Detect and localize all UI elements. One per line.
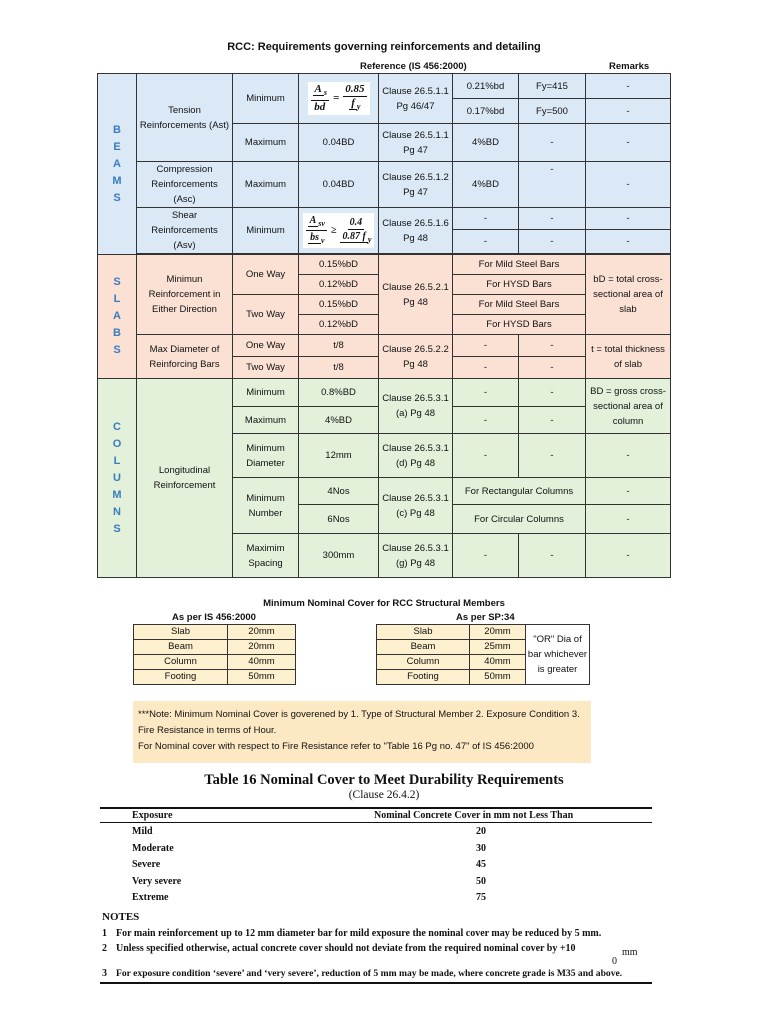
slab-clause-1: Clause 26.5.2.1 Pg 48 (379, 255, 453, 335)
column-max-spacing-label: Maximim Spacing (233, 534, 299, 578)
slab-dia-1: t/8 (299, 335, 379, 357)
column-remark-4: - (586, 478, 671, 505)
slab-x1: - (453, 335, 519, 357)
sp34-note: "OR" Dia of bar whichever is greater (526, 625, 590, 685)
slab-dia-one-way: One Way (233, 335, 299, 357)
tension-max-x: - (519, 124, 586, 162)
shear-a2: - (453, 230, 519, 254)
slab-min-reinforcement: Minimun Reinforcement in Either Direction (137, 255, 233, 335)
column-min-value: 0.8%BD (299, 379, 379, 407)
cover-member: Column (377, 655, 470, 670)
table16-exposure: Very severe (132, 876, 182, 887)
tension-value-1: 0.21%bd (453, 74, 519, 99)
slab-y1: - (519, 335, 586, 357)
tension-max-remark: - (586, 124, 671, 162)
column-remark-6: - (586, 534, 671, 578)
table16-cover-header: Nominal Concrete Cover in mm not Less Than (374, 810, 574, 821)
table16-cover: 20 (476, 826, 486, 837)
cover-member: Beam (134, 640, 228, 655)
slab-dia-2: t/8 (299, 357, 379, 379)
cover-value: 50mm (228, 670, 296, 685)
column-num-1: 4Nos (299, 478, 379, 505)
table16-exposure-header: Exposure (132, 810, 173, 821)
tension-remark-2: - (586, 99, 671, 124)
beams-label: B E A M S (98, 74, 137, 255)
slab-bar-4: For HYSD Bars (453, 315, 586, 335)
compression-max-label: Maximum (233, 162, 299, 208)
column-b2: - (519, 407, 586, 434)
slab-two-way: Two Way (233, 295, 299, 335)
cover-member: Slab (377, 625, 470, 640)
note-1: For main reinforcement up to 12 mm diameter bar for mild exposure the nominal cover may be reduced by 5 mm. (116, 928, 602, 939)
column-max-label: Maximum (233, 407, 299, 434)
tension-reinforcement: Tension Reinforcements (Ast) (137, 74, 233, 162)
compression-pct: 4%BD (453, 162, 519, 208)
shear-r2: - (586, 230, 671, 254)
slab-value-3: 0.15%bD (299, 295, 379, 315)
column-remark-5: - (586, 505, 671, 534)
cover-member: Beam (377, 640, 470, 655)
slab-dia-two-way: Two Way (233, 357, 299, 379)
table16-exposure: Severe (132, 859, 161, 870)
column-min-num-label: Minimum Number (233, 478, 299, 534)
column-max-value: 4%BD (299, 407, 379, 434)
cover-member: Slab (134, 625, 228, 640)
cover-value: 20mm (228, 625, 296, 640)
slab-one-way: One Way (233, 255, 299, 295)
page-title: RCC: Requirements governing reinforcements and detailing (227, 41, 541, 53)
slab-clause-2: Clause 26.5.2.2 Pg 48 (379, 335, 453, 379)
slab-remark-1: bD = total cross-sectional area of slab (586, 255, 671, 335)
column-remark-bd: BD = gross cross-sectional area of column (586, 379, 671, 434)
cover-title: Minimum Nominal Cover for RCC Structural Members (263, 598, 505, 609)
notes-title: NOTES (102, 911, 140, 923)
cover-member: Column (134, 655, 228, 670)
column-num-2: 6Nos (299, 505, 379, 534)
note-line-2: For Nominal cover with respect to Fire Resistance refer to "Table 16 Pg no. 47" of IS 456:2000 (138, 741, 534, 752)
column-clause-c: Clause 26.5.3.1 (c) Pg 48 (379, 478, 453, 534)
tension-min-formula: $\frac{A _s}{bd}$ = $\frac{0.85}{f _y}$ (299, 74, 379, 124)
cover-member: Footing (377, 670, 470, 685)
column-remark-3: - (586, 434, 671, 478)
column-clause-a: Clause 26.5.3.1 (a) Pg 48 (379, 379, 453, 434)
column-min-dia-label: Minimum Diameter (233, 434, 299, 478)
column-circ: For Circular Columns (453, 505, 586, 534)
tension-min-clause: Clause 26.5.1.1 Pg 46/47 (379, 74, 453, 124)
slab-bar-2: For HYSD Bars (453, 275, 586, 295)
slab-max-diameter: Max Diameter of Reinforcing Bars (137, 335, 233, 379)
cover-member: Footing (134, 670, 228, 685)
remarks-header: Remarks (609, 61, 650, 72)
shear-reinforcement: Shear Reinforcements (Asv) (137, 208, 233, 254)
slab-bar-3: For Mild Steel Bars (453, 295, 586, 315)
column-spacing-value: 300mm (299, 534, 379, 578)
compression-x: - (519, 162, 586, 208)
column-longitudinal: Longitudinal Reinforcement (137, 379, 233, 578)
sp34-cover-table (376, 624, 590, 685)
column-a5: - (453, 534, 519, 578)
compression-reinforcement: Compression Reinforcements (Asc) (137, 162, 233, 208)
reference-header: Reference (IS 456:2000) (360, 61, 467, 72)
is456-header: As per IS 456:2000 (172, 612, 256, 623)
reinforcement-table (97, 73, 671, 578)
note-2-num: 2 (102, 943, 107, 954)
column-dia-value: 12mm (299, 434, 379, 478)
tension-max-pct: 4%BD (453, 124, 519, 162)
cover-value: 40mm (470, 655, 526, 670)
column-b3: - (519, 434, 586, 478)
note-3-num: 3 (102, 968, 107, 979)
shear-b1: - (519, 208, 586, 230)
table16-cover: 45 (476, 859, 486, 870)
column-clause-d: Clause 26.5.3.1 (d) Pg 48 (379, 434, 453, 478)
cover-value: 20mm (470, 625, 526, 640)
cover-value: 25mm (470, 640, 526, 655)
slab-value-2: 0.12%bD (299, 275, 379, 295)
note-line-1: ***Note: Minimum Nominal Cover is goverened by 1. Type of Structural Member 2. Exposure Condition 3. Fire Resistance in terms of Hour. (138, 709, 580, 736)
is456-cover-table (133, 624, 296, 685)
slabs-label: S L A B S (98, 255, 137, 379)
tension-max-label: Maximum (233, 124, 299, 162)
shear-min-label: Minimum (233, 208, 299, 254)
columns-label: C O L U M N S (98, 379, 137, 578)
compression-clause: Clause 26.5.1.2 Pg 47 (379, 162, 453, 208)
note-3: For exposure condition ‘severe’ and ‘very severe’, reduction of 5 mm may be made, where concrete grade is M35 and above. (116, 968, 623, 979)
shear-r1: - (586, 208, 671, 230)
shear-b2: - (519, 230, 586, 254)
note-1-num: 1 (102, 928, 107, 939)
slab-value-1: 0.15%bD (299, 255, 379, 275)
column-clause-g: Clause 26.5.3.1 (g) Pg 48 (379, 534, 453, 578)
table16-header-rule (100, 822, 652, 823)
tension-min-label: Minimum (233, 74, 299, 124)
table16-cover: 75 (476, 892, 486, 903)
table16-cover: 30 (476, 843, 486, 854)
sp34-header: As per SP:34 (456, 612, 515, 623)
tension-fy-2: Fy=500 (519, 99, 586, 124)
column-b1: - (519, 379, 586, 407)
slab-remark-2: t = total thickness of slab (586, 335, 671, 379)
tension-max-value: 0.04BD (299, 124, 379, 162)
column-a3: - (453, 434, 519, 478)
table16-top-rule (100, 807, 652, 809)
tension-fy-1: Fy=415 (519, 74, 586, 99)
table16-cover: 50 (476, 876, 486, 887)
cover-value: 20mm (228, 640, 296, 655)
table16-exposure: Extreme (132, 892, 169, 903)
shear-a1: - (453, 208, 519, 230)
column-min-label: Minimum (233, 379, 299, 407)
tension-value-2: 0.17%bd (453, 99, 519, 124)
slab-bar-1: For Mild Steel Bars (453, 255, 586, 275)
tension-remark-1: - (586, 74, 671, 99)
table16-exposure: Moderate (132, 843, 174, 854)
shear-min-formula: A $_{sv}$ bs $_v$ ≥ $\frac{0.4}{0.87 f _y}$ (299, 208, 379, 254)
column-b5: - (519, 534, 586, 578)
slab-x2: - (453, 357, 519, 379)
column-a2: - (453, 407, 519, 434)
cover-value: 50mm (470, 670, 526, 685)
slab-y2: - (519, 357, 586, 379)
note-2: Unless specified otherwise, actual concrete cover should not deviate from the required nominal cover by +10 (116, 943, 576, 954)
compression-max-value: 0.04BD (299, 162, 379, 208)
note-2-mm: mm (622, 947, 638, 958)
table16-exposure: Mild (132, 826, 153, 837)
column-rect: For Rectangular Columns (453, 478, 586, 505)
table16-clause: (Clause 26.4.2) (348, 789, 420, 801)
compression-remark: - (586, 162, 671, 208)
tension-max-clause: Clause 26.5.1.1 Pg 47 (379, 124, 453, 162)
column-a1: - (453, 379, 519, 407)
table16-bottom-rule (100, 982, 652, 984)
shear-clause: Clause 26.5.1.6 Pg 48 (379, 208, 453, 254)
table16-title: Table 16 Nominal Cover to Meet Durability Requirements (204, 772, 564, 788)
note-box (133, 701, 591, 763)
slab-value-4: 0.12%bD (299, 315, 379, 335)
note-2-zero: 0 (612, 956, 617, 967)
cover-value: 40mm (228, 655, 296, 670)
